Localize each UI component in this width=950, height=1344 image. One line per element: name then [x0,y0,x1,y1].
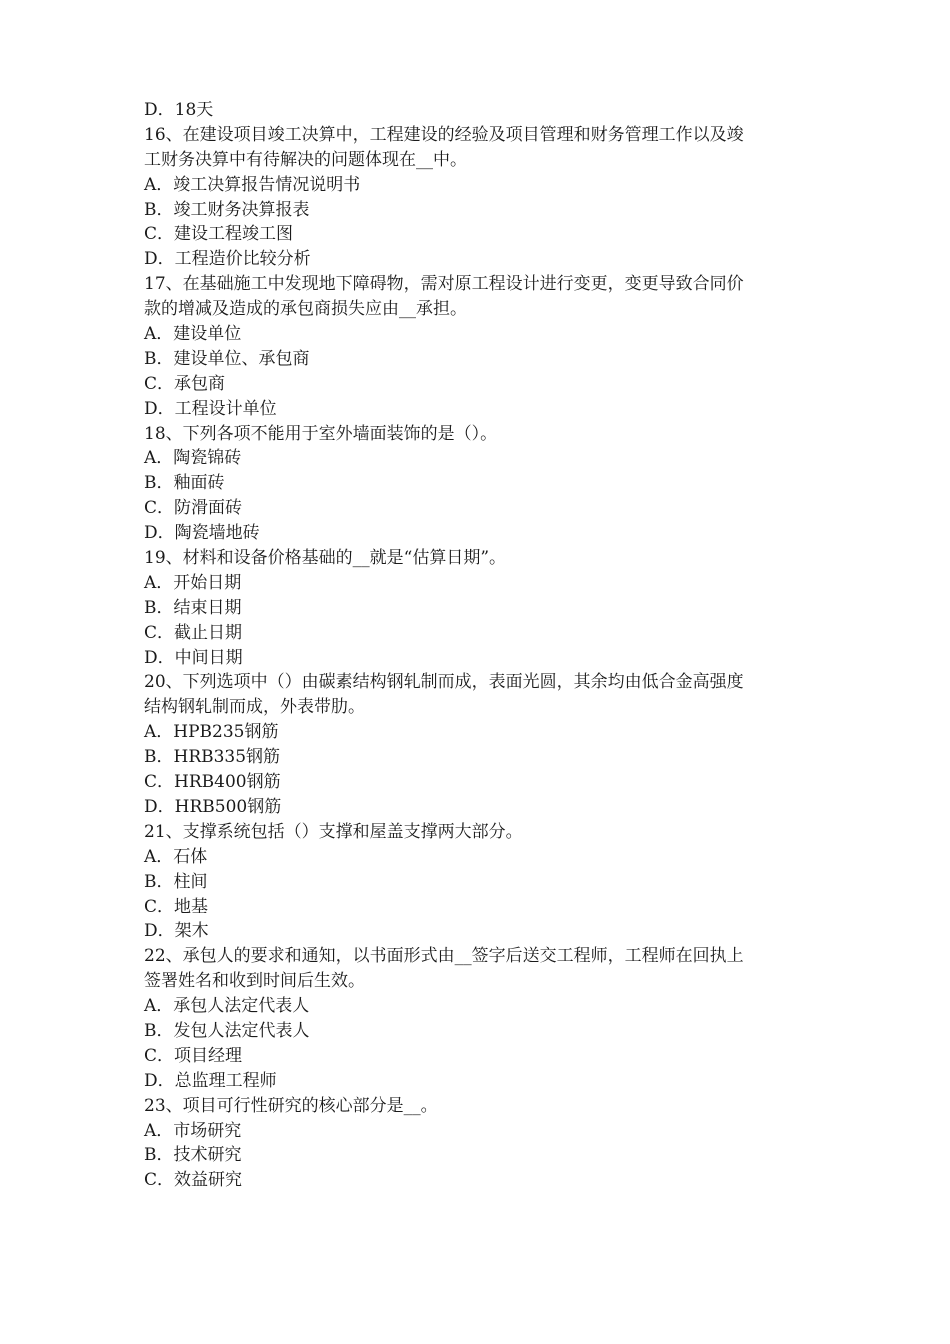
option-line: B．釉面砖 [144,473,225,494]
option-line: B．建设单位、承包商 [144,348,310,369]
question-line: 工财务决算中有待解决的问题体现在__中。 [144,149,467,170]
option-line: D．工程设计单位 [144,398,277,419]
option-line: B．竣工财务决算报表 [144,199,310,220]
option-line: C．防滑面砖 [144,498,243,519]
option-line: C．建设工程竣工图 [144,224,294,245]
option-line: D．架木 [144,921,209,942]
question-line: 19、材料和设备价格基础的__就是“估算日期”。 [144,548,507,569]
option-line: A．竣工决算报告情况说明书 [144,174,361,195]
question-line: 16、在建设项目竣工决算中，工程建设的经验及项目管理和财务管理工作以及竣 [144,124,744,145]
option-line: A．HPB235钢筋 [144,722,279,743]
option-line: A．开始日期 [144,572,242,593]
question-line: 结构钢轧制而成，外表带肋。 [144,697,365,718]
document-page [144,98,824,1193]
option-line: D．中间日期 [144,647,243,668]
question-line: 22、承包人的要求和通知，以书面形式由__签字后送交工程师，工程师在回执上 [144,946,744,967]
option-line: D．总监理工程师 [144,1070,277,1091]
question-line: 21、支撑系统包括（）支撑和屋盖支撑两大部分。 [144,821,523,842]
option-line: A．建设单位 [144,324,242,345]
option-line: D．工程造价比较分析 [144,249,311,270]
question-line: 签署姓名和收到时间后生效。 [144,971,365,992]
option-line: C．项目经理 [144,1045,243,1066]
option-line: B．HRB335钢筋 [144,747,281,768]
option-line: B．结束日期 [144,597,242,618]
option-line: B．技术研究 [144,1145,242,1166]
option-line: D．陶瓷墙地砖 [144,523,260,544]
option-line: C．HRB400钢筋 [144,772,281,793]
question-line: 款的增减及造成的承包商损失应由__承担。 [144,299,467,320]
option-line: A．承包人法定代表人 [144,996,310,1017]
option-line: D．HRB500钢筋 [144,796,282,817]
question-line: 17、在基础施工中发现地下障碍物，需对原工程设计进行变更，变更导致合同价 [144,274,744,295]
option-line: A．石体 [144,846,208,867]
option-line: C．截止日期 [144,622,243,643]
option-line: C．承包商 [144,373,226,394]
option-line: B．柱间 [144,871,208,892]
option-line: A．市场研究 [144,1120,242,1141]
question-line: 23、项目可行性研究的核心部分是__。 [144,1095,438,1116]
option-line: C．效益研究 [144,1170,243,1191]
option-line: B．发包人法定代表人 [144,1020,310,1041]
question-line: 18、下列各项不能用于室外墙面装饰的是（）。 [144,423,498,444]
option-line: C．地基 [144,896,209,917]
option-line: A．陶瓷锦砖 [144,448,242,469]
question-line: 20、下列选项中（）由碳素结构钢轧制而成，表面光圆，其余均由低合金高强度 [144,672,744,693]
option-line: D．18天 [144,100,214,120]
